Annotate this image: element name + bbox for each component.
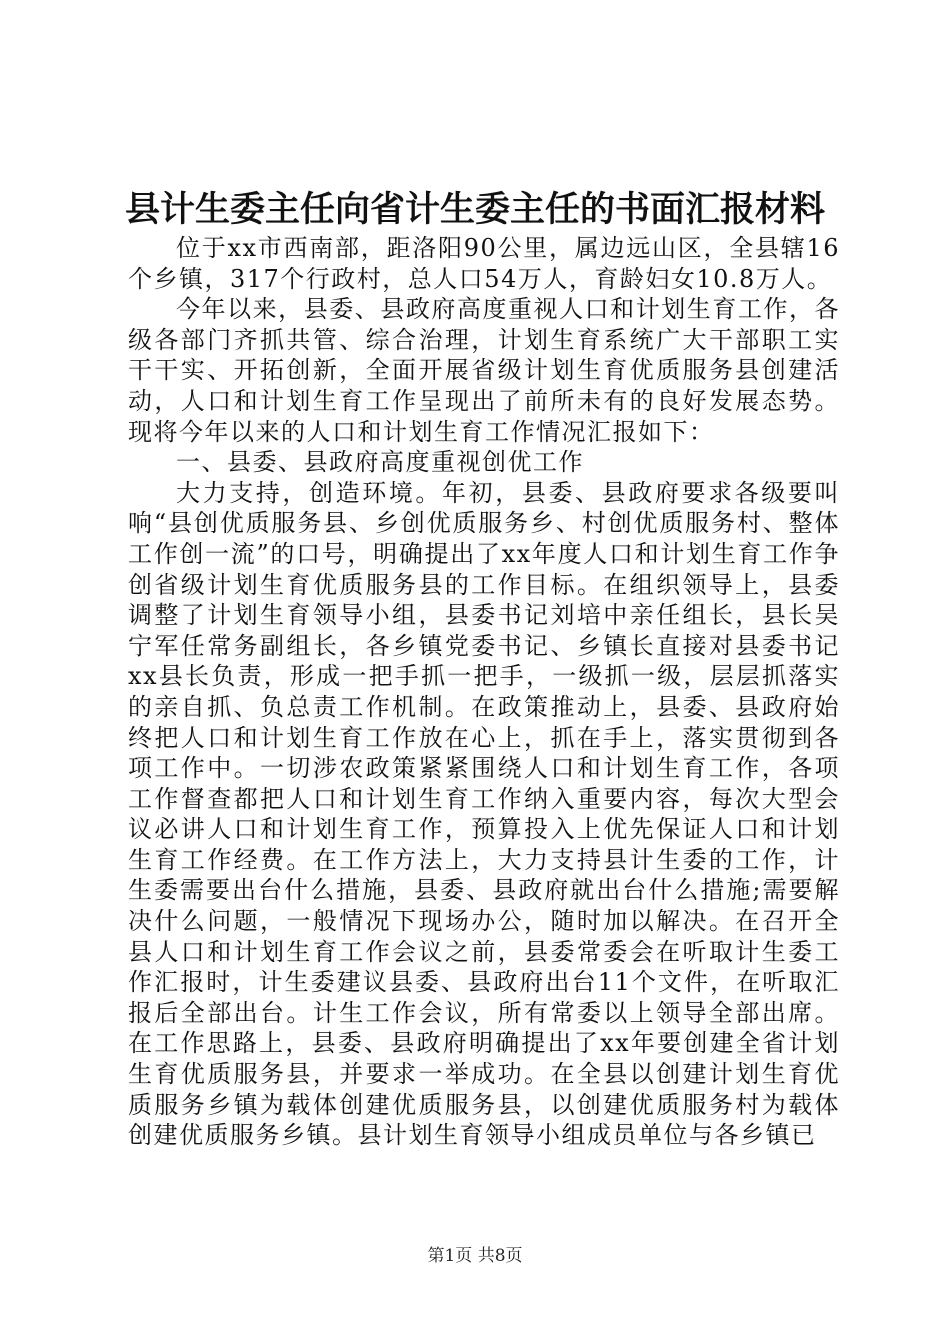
- paragraph-overview: 今年以来，县委、县政府高度重视人口和计划生育工作，各级各部门齐抓共管、综合治理，计划生育系统广大干部职工实干干实、开拓创新，全面开展省级计划生育优质服务县创建活动，人口和计划生育工作呈现出了前所未有的良好发展态势。现将今年以来的人口和计划生育工作情况汇报如下：: [128, 295, 840, 446]
- section-heading-1: 一、县委、县政府高度重视创优工作: [176, 448, 584, 477]
- page-number: 第1页 共8页: [427, 1246, 523, 1266]
- document-title: 县计生委主任向省计生委主任的书面汇报材料: [124, 189, 825, 230]
- paragraph-intro: 位于xx市西南部，距洛阳90公里，属边远山区，全县辖16个乡镇，317个行政村，总人口54万人，育龄妇女10.8万人。: [128, 234, 840, 293]
- document-body: [128, 233, 840, 1151]
- paragraph-support: 大力支持，创造环境。年初，县委、县政府要求各级要叫响“县创优质服务县、乡创优质服务乡、村创优质服务村、整体工作创一流”的口号，明确提出了xx年度人口和计划生育工作争创省级计划生育优质服务县的工作目标。在组织领导上，县委调整了计划生育领导小组，县委书记刘培中亲任组长，县长吴宁军任常务副组长，各乡镇党委书记、乡镇长直接对县委书记xx县长负责，形成一把手抓一把手，一级抓一级，层层抓落实的亲自抓、负总责工作机制。在政策推动上，县委、县政府始终把人口和计划生育工作放在心上，抓在手上，落实贯彻到各项工作中。一切涉农政策紧紧围绕人口和计划生育工作，各项工作督查都把人口和计划生育工作纳入重要内容，每次大型会议必讲人口和计划生育工作，预算投入上优先保证人口和计划生育工作经费。在工作方法上，大力支持县计生委的工作，计生委需要出台什么措施，县委、县政府就出台什么措施;需要解决什么问题，一般情况下现场办公，随时加以解决。在召开全县人口和计划生育工作会议之前，县委常委会在听取计生委工作汇报时，计生委建议县委、县政府出台11个文件，在听取汇报后全部出台。计生工作会议，所有常委以上领导全部出席。在工作思路上，县委、县政府明确提出了xx年要创建全省计划生育优质服务县，并要求一举成功。在全县以创建计划生育优质服务乡镇为载体创建优质服务县，以创建优质服务村为载体创建优质服务乡镇。县计划生育领导小组成员单位与各乡镇已: [128, 478, 840, 1150]
